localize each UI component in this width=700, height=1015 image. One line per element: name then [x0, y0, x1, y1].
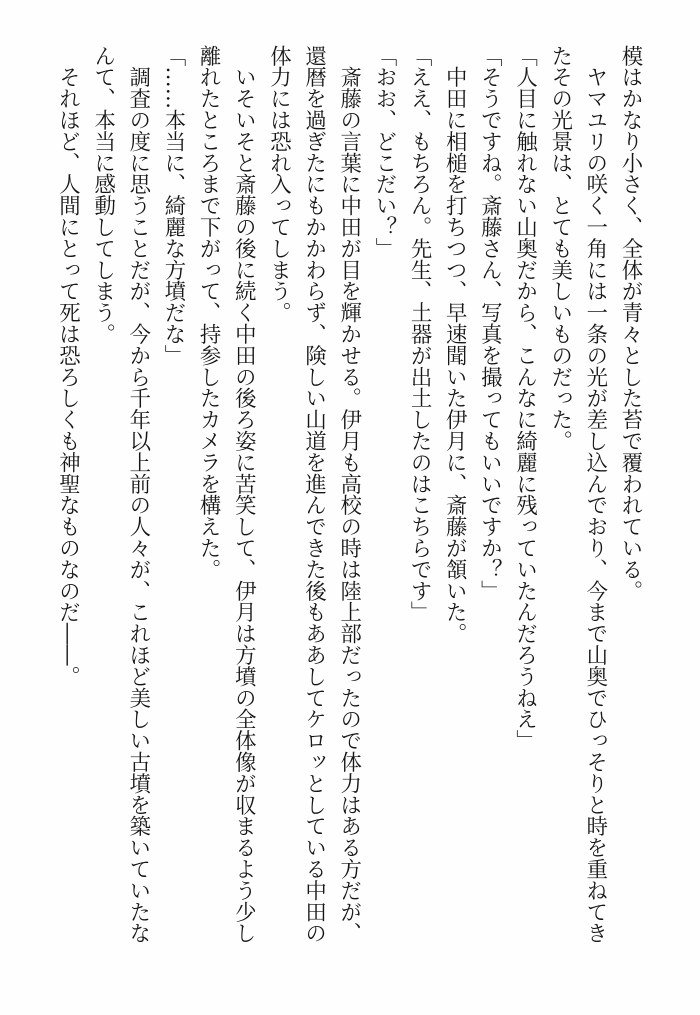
text-line: いそいそと斎藤の後に続く中田の後ろ姿に苦笑して、伊月は方墳の全体像が収まるよう少し [231, 45, 257, 944]
narration-paragraph [86, 45, 156, 945]
narration-paragraph [191, 45, 261, 945]
text-line: 中田に相槌を打ちつつ、早速聞いた伊月に、斎藤が頷いた。 [442, 45, 468, 645]
dialogue-paragraph [402, 45, 437, 945]
text-line: ヤマユリの咲く一角には一条の光が差し込んでおり、今まで山奥でひっそりと時を重ねてき [582, 45, 608, 944]
text-line: 「人目に触れない山奥だから、こんなに綺麗に残っていたんだろうねえ」 [512, 45, 538, 752]
narration-paragraph [613, 45, 648, 945]
narration-paragraph [261, 45, 366, 945]
dialogue-paragraph [367, 45, 402, 945]
narration-paragraph [437, 45, 472, 945]
text-line: たその光景は、とても美しいものだった。 [547, 45, 573, 452]
text-line: 「ええ、もちろん。先生、土器が出土したのはこちらです」 [407, 45, 433, 623]
narration-paragraph [50, 45, 85, 945]
text-line: 離れたところまで下がって、持参したカメラを構えた。 [196, 45, 222, 580]
text-line: 調査の度に思うことだが、今から千年以上前の人々が、これほど美しい古墳を築いていたな [125, 45, 151, 944]
text-line: 「……本当に、綺麗な方墳だな」 [160, 45, 186, 366]
vertical-body-text [50, 45, 648, 945]
text-line: 還暦を過ぎたにもかかわらず、険しい山道を進んできた後もああしてケロッとしている中田の [301, 45, 327, 944]
dialogue-paragraph [156, 45, 191, 945]
dialogue-paragraph [507, 45, 542, 945]
text-line: 模はかなり小さく、全体が青々とした苔で覆われている。 [618, 45, 643, 602]
text-line: それほど、人間にとって死は恐ろしくも神聖なものなのだ――。 [55, 45, 81, 687]
text-line: 体力には恐れ入ってしまう。 [266, 45, 292, 324]
text-line: 「おお、どこだい？」 [371, 45, 397, 259]
dialogue-paragraph [472, 45, 507, 945]
text-line: 斎藤の言葉に中田が目を輝かせる。伊月も高校の時は陸上部だったので体力はある方だが、 [336, 45, 362, 944]
narration-paragraph [543, 45, 613, 945]
text-line: 「そうですね。斎藤さん、写真を撮ってもいいですか？」 [477, 45, 503, 602]
text-line: んて、本当に感動してしまう。 [90, 45, 116, 345]
